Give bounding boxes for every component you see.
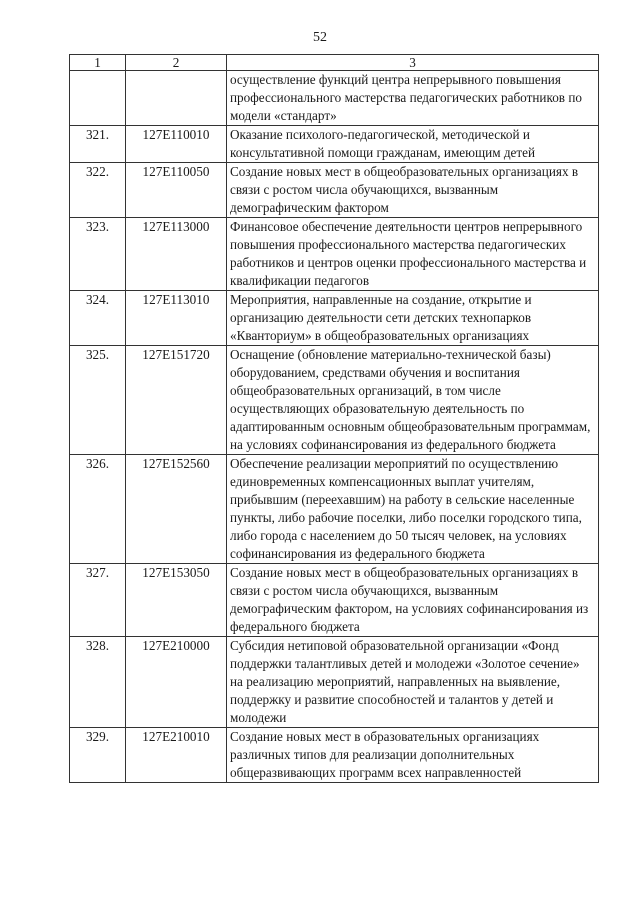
table-row [70,455,599,564]
table-row [70,126,599,163]
row-description: Обеспечение реализации мероприятий по осуществлению единовременных компенсационных выплат учителям, прибывшим (переехавшим) на работу в сельские населенные пункты, либо рабочие поселки, либо поселки городского типа, либо города с населением до 50 тысяч человек, на условиях софинансирования из федерального бюджета [227,455,599,564]
table-header-row [70,55,599,71]
row-code: 127Е210000 [126,637,227,728]
table-row [70,637,599,728]
row-description: Мероприятия, направленные на создание, открытие и организацию деятельности сети детских технопарков «Кванториум» в общеобразовательных организациях [227,291,599,346]
page-number: 52 [313,30,327,45]
row-number: 327. [70,564,126,637]
column-header-code: 2 [126,55,227,71]
row-description: Субсидия нетиповой образовательной организации «Фонд поддержки талантливых детей и молодежи «Золотое сечение» на реализацию мероприятий, направленных на выявление, поддержку и развитие способностей и талантов у детей и молодежи [227,637,599,728]
row-number [70,71,126,126]
row-number: 326. [70,455,126,564]
row-number: 323. [70,218,126,291]
row-description: Оказание психолого-педагогической, методической и консультативной помощи гражданам, имеющим детей [227,126,599,163]
table-row [70,291,599,346]
row-description: Финансовое обеспечение деятельности центров непрерывного повышения профессионального мастерства педагогических работников и центров оценки профессионального мастерства и квалификации педагогов [227,218,599,291]
row-description: Создание новых мест в общеобразовательных организациях в связи с ростом числа обучающихся, вызванным демографическим фактором, на условиях софинансирования из федерального бюджета [227,564,599,637]
row-code: 127Е152560 [126,455,227,564]
table-row [70,564,599,637]
table-row [70,728,599,783]
row-code: 127Е110010 [126,126,227,163]
row-number: 324. [70,291,126,346]
column-header-number: 1 [70,55,126,71]
row-number: 328. [70,637,126,728]
table-row [70,218,599,291]
row-number: 329. [70,728,126,783]
document-table [69,54,599,783]
row-code: 127Е210010 [126,728,227,783]
row-code: 127Е110050 [126,163,227,218]
row-number: 325. [70,346,126,455]
table-row [70,346,599,455]
row-code [126,71,227,126]
row-code: 127Е151720 [126,346,227,455]
row-description: Создание новых мест в образовательных организациях различных типов для реализации дополнительных общеразвивающих программ всех направленностей [227,728,599,783]
row-number: 322. [70,163,126,218]
row-description: Создание новых мест в общеобразовательных организациях в связи с ростом числа обучающихся, вызванным демографическим фактором [227,163,599,218]
row-code: 127Е113000 [126,218,227,291]
column-header-description: 3 [227,55,599,71]
row-description: осуществление функций центра непрерывного повышения профессионального мастерства педагогических работников по модели «стандарт» [227,71,599,126]
table-row [70,163,599,218]
row-description: Оснащение (обновление материально-технической базы) оборудованием, средствами обучения и воспитания общеобразовательных организаций, в том числе осуществляющих образовательную деятельность по адаптированным основным общеобразовательным программам, на условиях софинансирования из федерального бюджета [227,346,599,455]
table-row [70,71,599,126]
row-code: 127Е153050 [126,564,227,637]
row-number: 321. [70,126,126,163]
row-code: 127Е113010 [126,291,227,346]
